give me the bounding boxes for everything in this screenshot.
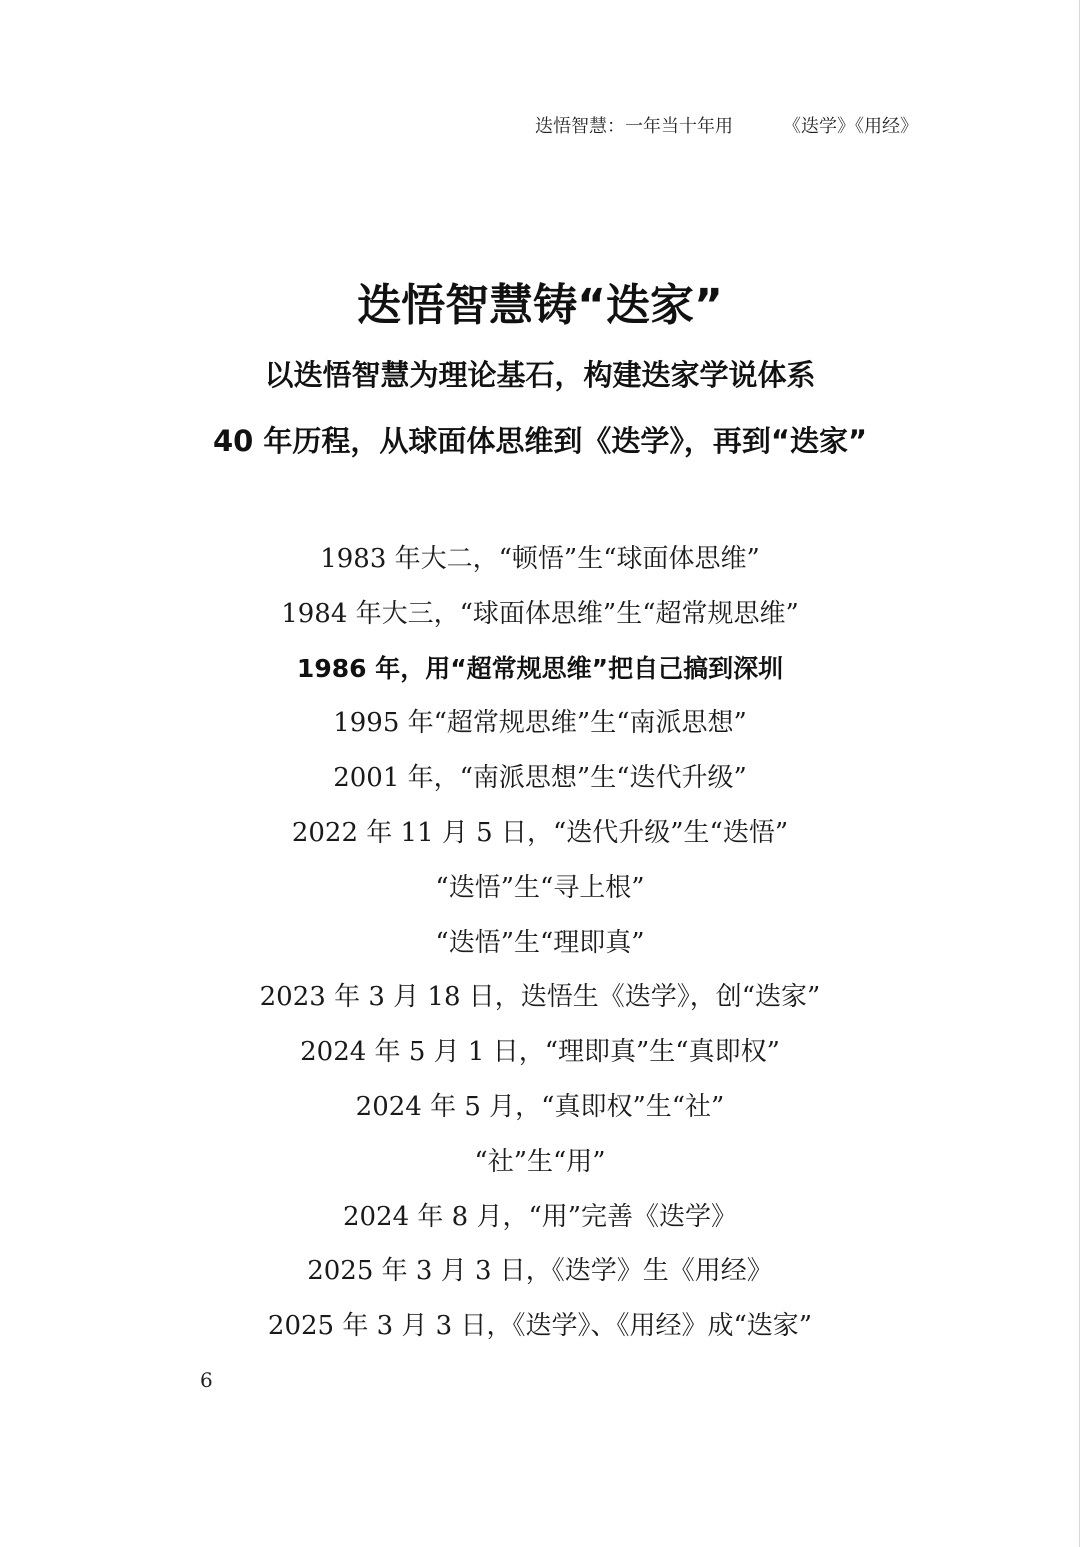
timeline-entry: 1995 年“超常规思维”生“南派思想” — [333, 708, 747, 739]
subtitle-thesis: 以迭悟智慧为理论基石，构建迭家学说体系 — [264, 358, 816, 392]
timeline-entry: 2025 年 3 月 3 日，《迭学》、《用经》成“迭家” — [267, 1311, 813, 1342]
subtitle-history: 40 年历程，从球面体思维到《迭学》，再到“迭家” — [212, 424, 868, 458]
timeline-list — [0, 532, 1080, 1354]
timeline-entry: 2024 年 5 月，“真即权”生“社” — [355, 1091, 725, 1122]
timeline-entry: “社”生“用” — [474, 1146, 606, 1177]
page-title: 迭悟智慧铸“迭家” — [357, 280, 723, 331]
timeline-entry: 1984 年大三，“球面体思维”生“超常规思维” — [281, 598, 799, 629]
timeline-entry: 2001 年，“南派思想”生“迭代升级” — [333, 763, 747, 794]
timeline-entry: 2024 年 5 月 1 日，“理即真”生“真即权” — [300, 1037, 780, 1068]
timeline-entry: 1986 年，用“超常规思维”把自己搞到深圳 — [296, 653, 784, 683]
timeline-entry: 2022 年 11 月 5 日，“迭代升级”生“迭悟” — [291, 817, 789, 848]
timeline-entry: 2024 年 8 月，“用”完善《迭学》 — [342, 1201, 738, 1232]
timeline-entry: “迭悟”生“寻上根” — [435, 872, 645, 903]
running-header-title: 迭悟智慧：一年当十年用 — [535, 116, 733, 137]
timeline-entry: “迭悟”生“理即真” — [435, 927, 645, 958]
page-number: 6 — [200, 1368, 213, 1392]
timeline-entry: 2023 年 3 月 18 日，迭悟生《迭学》，创“迭家” — [259, 982, 821, 1013]
timeline-entry: 1983 年大二，“顿悟”生“球面体思维” — [320, 544, 760, 574]
running-header-books: 《迭学》《用经》 — [783, 116, 918, 137]
running-header — [535, 112, 918, 142]
timeline-entry: 2025 年 3 月 3 日，《迭学》生《用经》 — [307, 1256, 773, 1287]
